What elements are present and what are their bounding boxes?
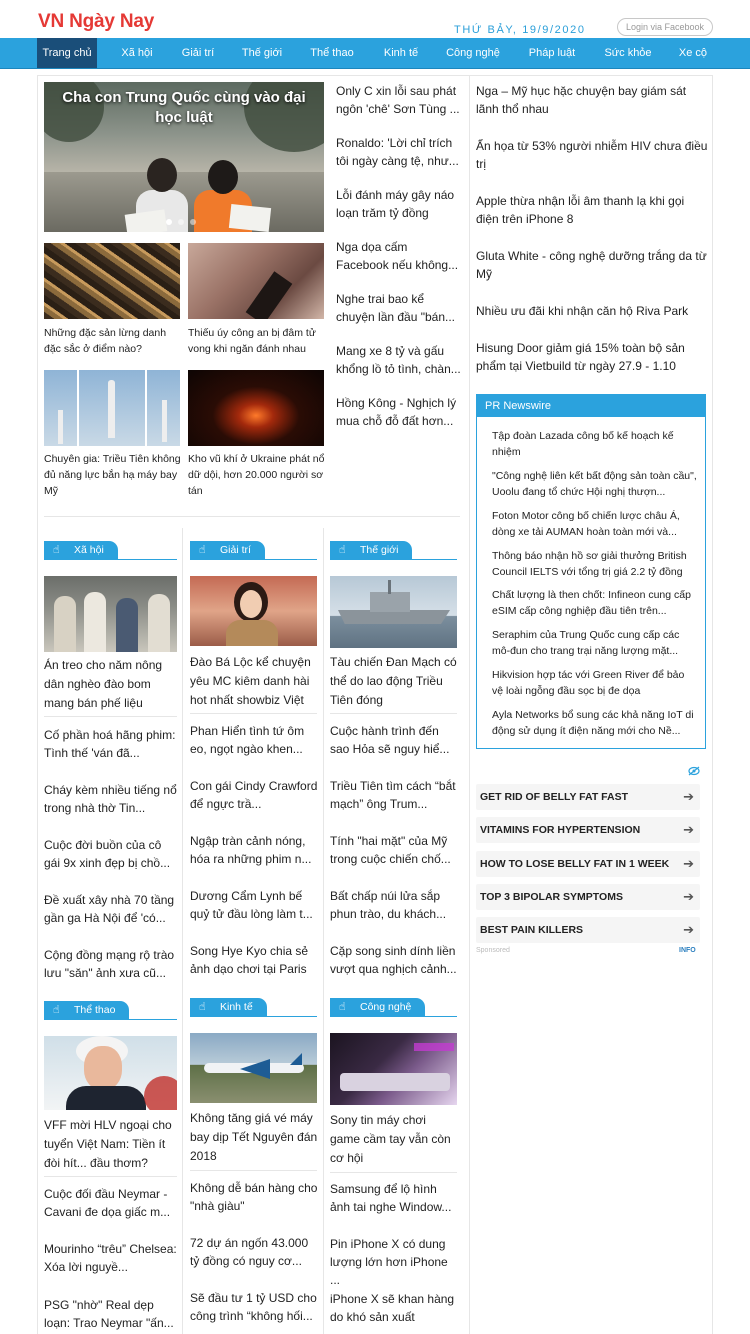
hand-pointer-icon: ☝	[53, 544, 60, 556]
list-item[interactable]: Phan Hiển tình tứ ôm eo, ngọt ngào khen...	[190, 724, 305, 756]
list-item[interactable]: Cuộc đối đầu Neymar - Cavani đe dọa giấc m...	[44, 1187, 171, 1219]
thumb-silhouette	[246, 271, 293, 319]
ad-link[interactable]	[476, 851, 700, 877]
nav-item-the-thao[interactable]: Thể thao	[310, 47, 354, 59]
image-console	[340, 1073, 450, 1091]
image-body	[226, 620, 278, 646]
list-item[interactable]: Mang xe 8 tỷ và gấu khổng lồ tỏ tình, chàn...	[336, 344, 461, 376]
list-item[interactable]: Nghe trai bao kể chuyện lần đầu "bán...	[336, 292, 456, 324]
section-lead-title[interactable]: VFF mời HLV ngoại cho tuyển Việt Nam: Tiền ít đòi hít... đầu thơm?	[44, 1118, 172, 1170]
list-item[interactable]: 72 dự án ngốn 43.000 tỷ đồng có nguy cơ...	[190, 1236, 309, 1268]
image-figure	[54, 596, 76, 652]
ad-link-label: VITAMINS FOR HYPERTENSION	[480, 824, 641, 836]
list-item[interactable]: Cuộc đời buồn của cô gái 9x xinh đẹp bị chồ...	[44, 838, 171, 870]
section-underline	[190, 1016, 317, 1017]
section-image[interactable]	[330, 576, 457, 648]
grid-caption-1[interactable]: Những đặc sản lừng danh đặc sắc ở điểm nào?	[44, 327, 167, 355]
pr-item[interactable]: Chất lượng là then chốt: Infineon cung cấp eSIM cấp công nghiệp đầu tiên trên...	[492, 589, 691, 617]
thumb-missile	[108, 380, 115, 438]
image-plane-wing	[240, 1059, 270, 1079]
grid-caption-3[interactable]: Chuyên gia: Triều Tiên không đủ năng lực bắn hạ máy bay Mỹ	[44, 453, 181, 497]
pr-item[interactable]: Ayla Networks bổ sung các khả năng IoT di động sử dụng ít điện năng mới cho Nề...	[492, 709, 694, 737]
main-nav	[0, 38, 750, 69]
grid-thumb-3[interactable]	[44, 370, 180, 446]
section-underline	[330, 559, 457, 560]
list-item[interactable]: Triều Tiên tìm cách “bắt mạch” ông Trum...	[330, 779, 456, 811]
image-figure	[84, 592, 106, 652]
hero-title: Cha con Trung Quốc cùng vào đại học luật	[62, 89, 306, 126]
list-item[interactable]: Nga – Mỹ hục hặc chuyện bay giám sát lãnh thổ nhau	[476, 84, 687, 116]
list-item[interactable]: Cặp song sinh dính liền vượt qua nghịch cảnh...	[330, 944, 457, 976]
section-lead-title[interactable]: Sony tin máy chơi game cầm tay vẫn còn cơ hội	[330, 1113, 451, 1165]
pr-item[interactable]: Tập đoàn Lazada công bố kế hoạch kế nhiệm	[492, 430, 674, 458]
list-item[interactable]: Đề xuất xây nhà 70 tầng gần ga Hà Nội để 'có...	[44, 893, 175, 925]
pr-newswire-box	[476, 394, 706, 749]
hand-pointer-icon: ☝	[199, 1001, 206, 1013]
list-item[interactable]: Nhiều ưu đãi khi nhận căn hộ Riva Park	[476, 304, 689, 318]
item-divider	[330, 713, 457, 714]
section-title: Kinh tế	[220, 1001, 253, 1013]
grid-thumb-4[interactable]	[188, 370, 324, 446]
section-header-the-gioi	[330, 541, 457, 561]
section-lead-title[interactable]: Tàu chiến Đan Mạch có thể do lao động Triều Tiên đóng	[330, 655, 457, 707]
pr-item[interactable]: Seraphim của Trung Quốc cung cấp các mô-đun cho trang trại năng lượng mặt...	[492, 629, 680, 657]
list-item[interactable]: Pin iPhone X có dung lượng lớn hơn iPhone ...	[330, 1237, 448, 1287]
list-item[interactable]: Cháy kèm nhiều tiếng nổ trong nhà thờ Tin...	[44, 783, 177, 815]
list-item[interactable]: Tính "hai mặt" của Mỹ trong cuộc chiến chố...	[330, 834, 451, 866]
section-title: Công nghệ	[360, 1001, 412, 1013]
thumb-missile	[162, 400, 167, 442]
section-header-the-thao	[44, 1001, 177, 1021]
slider-dot[interactable]	[178, 219, 184, 225]
list-item[interactable]: Hisung Door giảm giá 15% toàn bộ sản phẩm tại Vietbuild từ ngày 27.9 - 1.10	[476, 341, 685, 373]
ad-link[interactable]	[476, 784, 700, 810]
nav-item-suc-khoe[interactable]: Sức khỏe	[604, 47, 652, 59]
ad-link[interactable]	[476, 884, 700, 910]
nav-item-cong-nghe[interactable]: Công nghệ	[446, 47, 500, 59]
image-face	[240, 590, 262, 618]
thumb-missile	[58, 410, 63, 444]
list-item[interactable]: Cộng đồng mạng rộ trào lưu "săn" ảnh xưa cũ...	[44, 948, 175, 980]
section-underline	[44, 1019, 177, 1020]
item-divider	[190, 713, 317, 714]
ad-link-label: TOP 3 BIPOLAR SYMPTOMS	[480, 891, 623, 903]
section-image[interactable]	[190, 1033, 317, 1103]
list-item[interactable]: Samsung để lộ hình ảnh tai nghe Window...	[330, 1182, 452, 1214]
nav-item-phap-luat[interactable]: Pháp luật	[528, 47, 576, 59]
column-divider	[469, 76, 470, 1334]
section-underline	[190, 559, 317, 560]
ad-link-label: BEST PAIN KILLERS	[480, 924, 584, 936]
pr-item[interactable]: "Công nghệ liên kết bất động sản toàn cầu", Uoolu đang tổ chức Hội nghị thượn...	[492, 470, 697, 498]
list-item[interactable]: iPhone X sẽ khan hàng do khó sản xuất	[330, 1292, 455, 1324]
slider-dot[interactable]	[190, 219, 196, 225]
pr-item[interactable]: Hikvision hợp tác với Green River để bảo vệ loài ngỗng đầu sọc bị đe dọa	[492, 669, 685, 697]
list-item[interactable]: Sẽ đầu tư 1 tỷ USD cho công trình “không hối...	[190, 1291, 317, 1323]
section-underline	[330, 1016, 457, 1017]
section-title: Giải trí	[220, 544, 251, 556]
hero-photo-certificate	[229, 204, 271, 232]
column-divider	[182, 528, 183, 1334]
hero-slide[interactable]	[44, 82, 324, 232]
item-divider	[330, 1172, 457, 1173]
image-ship-mast	[388, 580, 391, 594]
thumb-split	[77, 370, 79, 446]
list-item[interactable]: Nga dọa cấm Facebook nếu không...	[336, 240, 459, 272]
arrow-right-icon: ➔	[683, 856, 694, 871]
image-face	[84, 1046, 122, 1090]
facebook-login-button[interactable]: Login via Facebook	[617, 18, 713, 36]
section-title: Thế giới	[360, 544, 399, 556]
list-item[interactable]: Ronaldo: 'Lời chỉ trích tôi ngày càng tệ, như...	[336, 136, 459, 168]
grid-caption-4[interactable]: Kho vũ khí ở Ukraine phát nổ dữ dội, hơn 20.000 người sơ tán	[188, 453, 325, 497]
grid-thumb-1[interactable]	[44, 243, 180, 319]
section-image[interactable]	[44, 576, 177, 652]
current-date: THỨ BẢY, 19/9/2020	[454, 24, 586, 36]
section-tab[interactable]	[330, 998, 425, 1016]
ad-link-label: HOW TO LOSE BELLY FAT IN 1 WEEK	[480, 858, 670, 870]
hand-pointer-icon: ☝	[339, 1001, 346, 1013]
image-body	[66, 1086, 146, 1110]
nav-item-kinh-te[interactable]: Kinh tế	[383, 47, 419, 59]
slider-dot[interactable]	[166, 219, 172, 225]
list-item[interactable]: Hồng Kông - Nghịch lý mua chỗ đỗ đất hơn...	[336, 396, 457, 428]
section-title: Thể thao	[74, 1004, 116, 1016]
section-title: Xã hội	[74, 544, 104, 556]
list-item[interactable]: Lỗi đánh máy gây náo loạn trăm tỷ đồng	[336, 188, 455, 220]
list-item[interactable]: Only C xin lỗi sau phát ngôn 'chê' Sơn Tùng ...	[336, 84, 460, 116]
grid-thumb-2[interactable]	[188, 243, 324, 319]
hero-photo-head	[208, 160, 238, 194]
section-lead-title[interactable]: Không tăng giá vé máy bay dịp Tết Nguyên đán 2018	[190, 1111, 318, 1163]
section-divider	[44, 516, 460, 517]
pr-newswire-title: PR Newswire	[477, 395, 705, 417]
grid-caption-2[interactable]: Thiếu úy công an bị đâm tử vong khi ngăn đánh nhau	[188, 327, 316, 355]
slider-dots	[166, 212, 202, 230]
section-header-giai-tri	[190, 541, 317, 561]
list-item[interactable]: Gluta White - công nghệ dưỡng trắng da từ Mỹ	[476, 249, 707, 281]
list-item[interactable]: Bất chấp núi lửa sắp phun trào, du khách...	[330, 889, 447, 921]
hero-photo-head	[147, 158, 177, 192]
sponsored-label: Sponsored	[476, 947, 510, 954]
arrow-right-icon: ➔	[683, 889, 694, 904]
adchoices-icon[interactable]	[688, 766, 700, 776]
section-tab[interactable]	[44, 1001, 129, 1019]
item-divider	[190, 1170, 317, 1171]
section-tab[interactable]	[190, 541, 265, 559]
hand-pointer-icon: ☝	[199, 544, 206, 556]
section-header-xa-hoi	[44, 541, 177, 561]
thumb-split	[145, 370, 147, 446]
image-ship-tower	[370, 592, 410, 612]
hand-pointer-icon: ☝	[53, 1004, 60, 1016]
section-tab[interactable]	[44, 541, 118, 559]
pr-item[interactable]: Thông báo nhận hồ sơ giải thưởng British Council IELTS với tổng trị giá 2.2 tỷ đồng	[492, 550, 687, 578]
arrow-right-icon: ➔	[683, 822, 694, 837]
item-divider	[44, 716, 177, 717]
list-item[interactable]: Mourinho “trêu” Chelsea: Xóa lời nguyề...	[44, 1242, 177, 1274]
section-lead-title[interactable]: Đào Bá Lộc kể chuyện yêu MC kiêm danh hài hot nhất showbiz Việt	[190, 655, 311, 707]
section-header-cong-nghe	[330, 998, 457, 1018]
ad-link[interactable]	[476, 817, 700, 843]
nav-item-xe-co[interactable]: Xe cộ	[678, 47, 708, 59]
list-item[interactable]: PSG "nhờ" Real dẹp loạn: Trao Neymar "ấn...	[44, 1298, 174, 1330]
site-header	[0, 0, 750, 38]
hand-pointer-icon: ☝	[339, 544, 346, 556]
section-image[interactable]	[330, 1033, 457, 1105]
nav-item-home[interactable]: Trang chủ	[37, 38, 97, 68]
arrow-right-icon: ➔	[683, 789, 694, 804]
pr-item[interactable]: Foton Motor công bố chiến lược châu Á, dòng xe tải AUMAN hoàn toàn mới và...	[492, 510, 680, 538]
list-item[interactable]: Con gái Cindy Crawford để ngực trầ...	[190, 779, 318, 811]
section-tab[interactable]	[190, 998, 267, 1016]
image-bg-shape	[144, 1076, 177, 1110]
section-lead-title[interactable]: Án treo cho năm nông dân nghèo đào bom mang bán phế liệu	[44, 658, 163, 710]
ad-link-label: GET RID OF BELLY FAT FAST	[480, 791, 628, 803]
list-item[interactable]: Dương Cẩm Lynh bế quỷ tử đầu lòng làm t...	[190, 889, 313, 921]
arrow-right-icon: ➔	[683, 922, 694, 937]
nav-item-xa-hoi[interactable]: Xã hội	[121, 47, 153, 59]
nav-item-the-gioi[interactable]: Thế giới	[241, 47, 283, 59]
image-figure	[116, 598, 138, 652]
section-header-kinh-te	[190, 998, 317, 1018]
site-logo[interactable]: VN Ngày Nay	[38, 11, 155, 32]
nav-item-giai-tri[interactable]: Giải trí	[181, 47, 215, 59]
list-item[interactable]: Không dễ bán hàng cho "nhà giàu"	[190, 1181, 318, 1213]
list-item[interactable]: Ẩn họa từ 53% người nhiễm HIV chưa điều trị	[476, 139, 708, 171]
column-divider	[323, 528, 324, 1334]
ad-link[interactable]	[476, 917, 700, 943]
image-ship-hull	[338, 610, 450, 624]
image-neon	[414, 1043, 454, 1051]
list-item[interactable]: Ngập tràn cảnh nóng, hóa ra những phim n...	[190, 834, 312, 866]
section-image[interactable]	[44, 1036, 177, 1110]
list-item[interactable]: Song Hye Kyo chia sẻ ảnh dạo chơi tại Paris	[190, 944, 309, 976]
item-divider	[44, 1176, 177, 1177]
list-item[interactable]: Apple thừa nhận lỗi âm thanh lạ khi gọi điện trên iPhone 8	[476, 194, 685, 226]
section-tab[interactable]	[330, 541, 412, 559]
section-image[interactable]	[190, 576, 317, 646]
image-figure	[148, 594, 170, 652]
section-underline	[44, 559, 177, 560]
list-item[interactable]: Cố phần hoá hãng phim: Tình thế 'ván đã...	[44, 728, 176, 760]
list-item[interactable]: Cuộc hành trình đến sao Hỏa sẽ nguy hiể...	[330, 724, 450, 756]
ad-network-logo[interactable]: INFO	[679, 947, 696, 954]
